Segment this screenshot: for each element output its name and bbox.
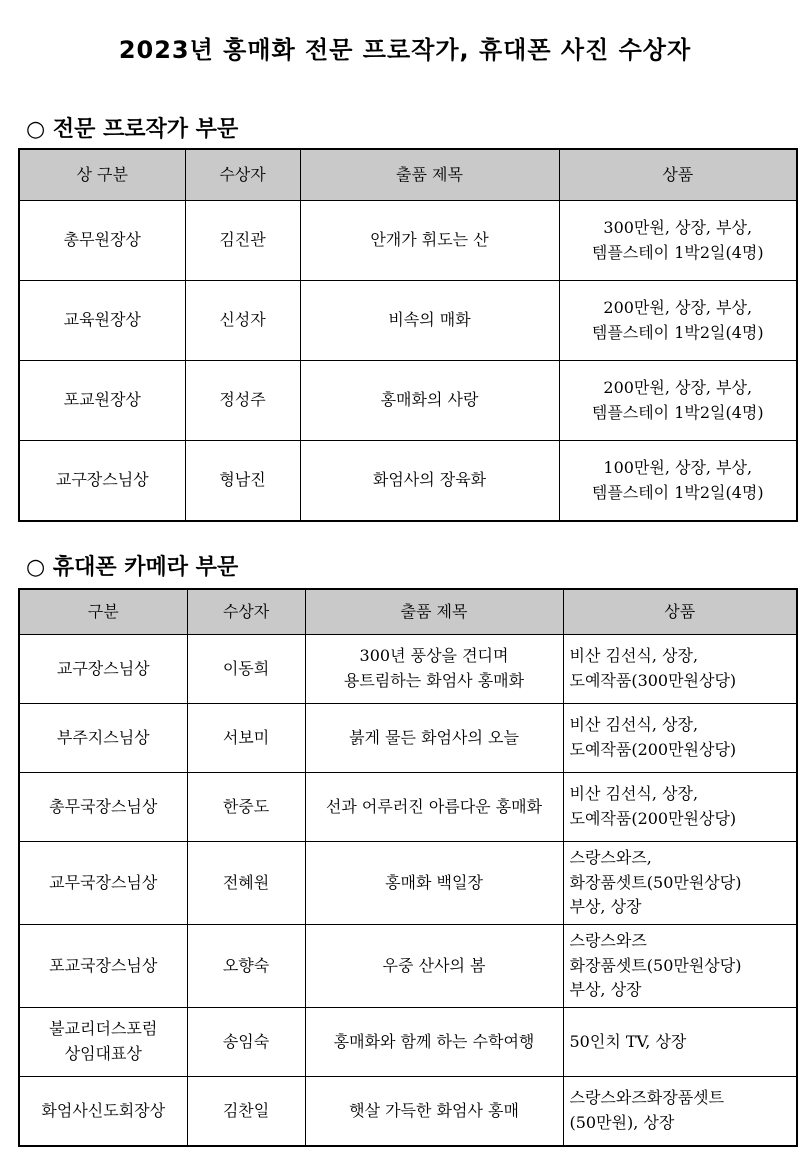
winner-cell: 전혜원: [187, 842, 305, 925]
entry-cell: [305, 1077, 563, 1147]
prize-line: 템플스테이 1박2일(4명): [591, 322, 764, 342]
winner-cell: 형남진: [185, 441, 300, 522]
table-row: [19, 842, 797, 925]
entry-line: 용트림하는 화엄사 홍매화: [343, 671, 525, 690]
prize-line: 스랑스와즈화장품셋트: [569, 1088, 725, 1108]
winner-cell: 송임숙: [187, 1008, 305, 1077]
col-header-winner: 수상자: [185, 149, 300, 201]
entry-cell: [305, 773, 563, 842]
winner-cell: 서보미: [187, 704, 305, 773]
award-cell: [19, 1008, 187, 1077]
col-header-entry: 출품 제목: [305, 589, 563, 635]
award-cell: [19, 842, 187, 925]
entry-cell: [305, 842, 563, 925]
award-cell: [19, 925, 187, 1008]
phone-awards-table: [18, 588, 798, 1147]
award-cell: 교육원장상: [19, 281, 185, 361]
table-header-row: [19, 589, 797, 635]
prize-line: 200만원, 상장, 부상,: [603, 377, 753, 397]
entry-line: 300년 풍상을 견디며: [359, 646, 509, 666]
table-row: [19, 1077, 797, 1147]
prize-cell: [563, 635, 797, 704]
winner-cell: 오향숙: [187, 925, 305, 1008]
prize-cell: [563, 1008, 797, 1077]
award-cell: 총무원장상: [19, 201, 185, 281]
prize-line: 화장품셋트(50만원상당): [569, 872, 742, 892]
award-cell: [19, 1077, 187, 1147]
winner-cell: 김진관: [185, 201, 300, 281]
table-row: [19, 201, 797, 281]
prize-line: 200만원, 상장, 부상,: [603, 297, 753, 317]
prize-cell: [559, 281, 797, 361]
prize-line: 도예작품(200만원상당): [569, 809, 737, 828]
prize-line: 템플스테이 1박2일(4명): [591, 402, 764, 422]
prize-line: (50만원), 상장: [569, 1113, 675, 1132]
prize-line: 템플스테이 1박2일(4명): [591, 242, 764, 262]
table-row: [19, 925, 797, 1008]
table-row: [19, 361, 797, 441]
table-row: [19, 281, 797, 361]
prize-line: 부상, 상장: [569, 980, 642, 1000]
award-line: 포교국장스님상: [49, 955, 158, 975]
award-line: 불교리더스포럼: [49, 1019, 158, 1039]
pro-awards-table: [18, 148, 798, 522]
prize-line: 스랑스와즈: [569, 930, 647, 950]
col-header-award: 상 구분: [19, 149, 185, 201]
prize-line: 비산 김선식, 상장,: [569, 715, 699, 735]
award-line: 교구장스님상: [56, 658, 150, 678]
prize-line: 도예작품(300만원상당): [569, 671, 737, 690]
winner-cell: 신성자: [185, 281, 300, 361]
award-cell: [19, 704, 187, 773]
entry-line: 홍매화와 함께 하는 수학여행: [333, 1031, 535, 1051]
prize-line: 50인치 TV, 상장: [569, 1031, 687, 1051]
award-cell: [19, 773, 187, 842]
col-header-prize: 상품: [559, 149, 797, 201]
entry-cell: [305, 635, 563, 704]
award-line: 총무국장스님상: [49, 796, 158, 816]
entry-line: 홍매화 백일장: [385, 872, 483, 892]
col-header-entry: 출품 제목: [300, 149, 559, 201]
prize-cell: [563, 842, 797, 925]
prize-line: 화장품셋트(50만원상당): [569, 955, 742, 975]
prize-line: 도예작품(200만원상당): [569, 740, 737, 759]
table-row: [19, 704, 797, 773]
col-header-winner: 수상자: [187, 589, 305, 635]
award-line: 교무국장스님상: [49, 872, 158, 892]
award-line: 화엄사신도회장상: [41, 1100, 166, 1120]
prize-line: 부상, 상장: [569, 897, 642, 917]
prize-cell: [563, 925, 797, 1008]
prize-cell: [563, 1077, 797, 1147]
prize-line: 100만원, 상장, 부상,: [603, 457, 753, 477]
award-cell: 포교원장상: [19, 361, 185, 441]
prize-line: 300만원, 상장, 부상,: [603, 217, 753, 237]
winner-cell: 한중도: [187, 773, 305, 842]
entry-cell: [305, 1008, 563, 1077]
award-cell: [19, 635, 187, 704]
entry-cell: 홍매화의 사랑: [300, 361, 559, 441]
prize-line: 템플스테이 1박2일(4명): [591, 482, 764, 502]
prize-cell: [563, 773, 797, 842]
entry-line: 햇살 가득한 화엄사 홍매: [349, 1100, 519, 1120]
table-row: [19, 441, 797, 522]
table-row: [19, 635, 797, 704]
table-row: [19, 1008, 797, 1077]
section-heading-phone: ○ 휴대폰 카메라 부문: [26, 555, 239, 580]
section-heading-pro: ○ 전문 프로작가 부문: [26, 117, 239, 142]
prize-cell: [559, 201, 797, 281]
prize-cell: [559, 441, 797, 522]
col-header-award: 구분: [19, 589, 187, 635]
entry-cell: 안개가 휘도는 산: [300, 201, 559, 281]
prize-line: 비산 김선식, 상장,: [569, 784, 699, 804]
prize-cell: [563, 704, 797, 773]
page-title: 2023년 홍매화 전문 프로작가, 휴대폰 사진 수상자: [118, 36, 692, 64]
col-header-prize: 상품: [563, 589, 797, 635]
winner-cell: 정성주: [185, 361, 300, 441]
entry-cell: 화엄사의 장육화: [300, 441, 559, 522]
table-header-row: [19, 149, 797, 201]
prize-line: 스랑스와즈,: [569, 847, 652, 867]
winner-cell: 이동희: [187, 635, 305, 704]
entry-line: 선과 어루러진 아름다운 홍매화: [325, 796, 543, 816]
award-line: 부주지스님상: [56, 727, 150, 747]
entry-line: 우중 산사의 봄: [382, 955, 486, 975]
winner-cell: 김찬일: [187, 1077, 305, 1147]
award-cell: 교구장스님상: [19, 441, 185, 522]
entry-line: 붉게 물든 화엄사의 오늘: [349, 727, 519, 747]
entry-cell: [305, 704, 563, 773]
entry-cell: 비속의 매화: [300, 281, 559, 361]
entry-cell: [305, 925, 563, 1008]
table-row: [19, 773, 797, 842]
prize-cell: [559, 361, 797, 441]
prize-line: 비산 김선식, 상장,: [569, 646, 699, 666]
award-line: 상임대표상: [64, 1044, 142, 1063]
